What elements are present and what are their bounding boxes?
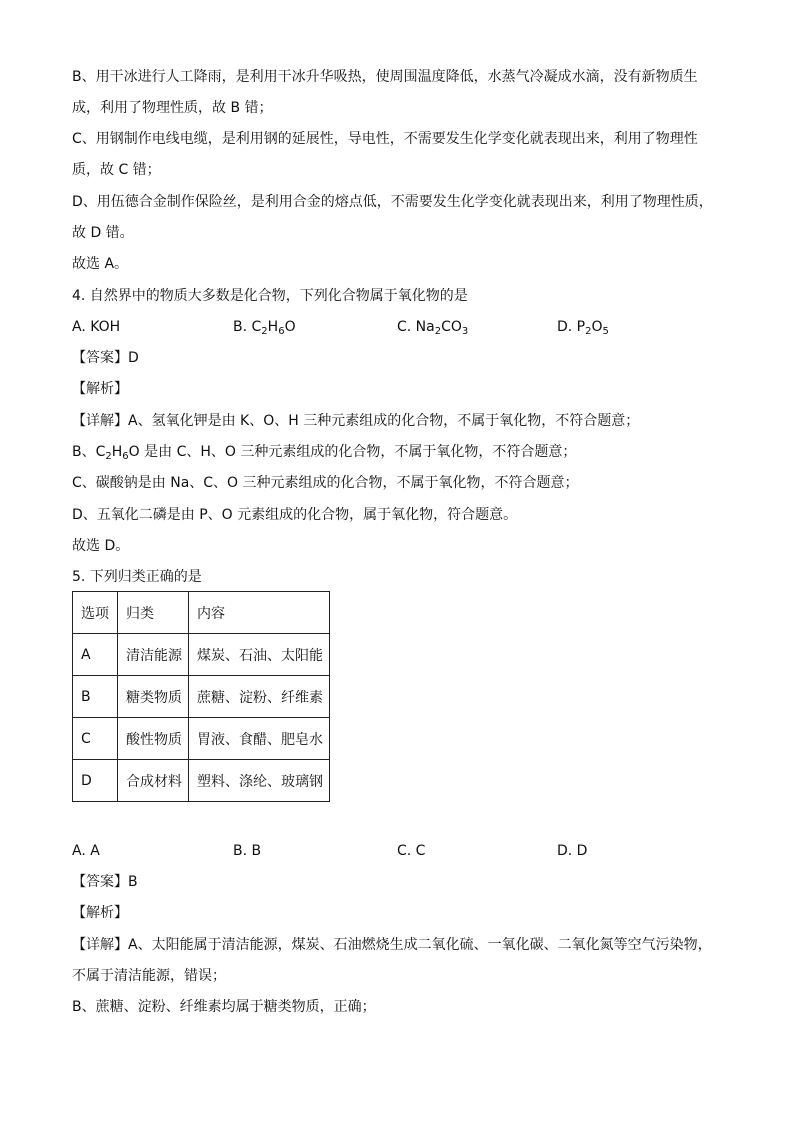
q5-option-b: B. B xyxy=(233,843,262,859)
table-cell: C xyxy=(73,718,118,760)
answer-value: D xyxy=(128,350,139,366)
q5-option-d: D. D xyxy=(557,843,588,859)
paragraph-line: 成，利用了物理性质，故 B 错； xyxy=(72,100,273,116)
paragraph-line: 质，故 C 错； xyxy=(72,162,161,178)
q4-detail-line: D、五氧化二磷是由 P、O 元素组成的化合物，属于氧化物，符合题意。 xyxy=(72,507,518,523)
q5-detail-line: 不属于清洁能源，错误； xyxy=(72,968,226,984)
q4-option-d: D. $P_2O_5$ xyxy=(557,319,609,337)
q4-option-b: B. $C_2H_6O$ xyxy=(233,319,296,337)
table-cell: 清洁能源 xyxy=(118,634,189,676)
paragraph-line: C、用钢制作电线电缆，是利用钢的延展性，导电性，不需要发生化学变化就表现出来，利用了物理性 xyxy=(72,131,698,147)
table-header-cell: 选项 xyxy=(73,592,118,634)
paragraph-line: 故 D 错。 xyxy=(72,225,134,241)
q4-answer xyxy=(72,349,139,367)
table-header-cell: 内容 xyxy=(189,592,330,634)
table-cell: 酸性物质 xyxy=(118,718,189,760)
classification-table xyxy=(72,591,330,802)
table-row xyxy=(73,634,330,676)
q4-detail-line: C、碳酸钠是由 Na、C、O 三种元素组成的化合物，不属于氧化物，不符合题意； xyxy=(72,475,579,491)
paragraph-line: 故选 A。 xyxy=(72,256,129,272)
table-cell: 煤炭、石油、太阳能 xyxy=(189,634,330,676)
q5-option-c: C. C xyxy=(397,843,426,859)
table-cell: 合成材料 xyxy=(118,760,189,802)
table-cell: 糖类物质 xyxy=(118,676,189,718)
table-cell: B xyxy=(73,676,118,718)
answer-tag: 【答案】 xyxy=(72,874,128,890)
q4-detail-line: B、$C_2H_6O$ 是由 C、H、O 三种元素组成的化合物，不属于氧化物，不符合题意； xyxy=(72,444,577,462)
table-cell: 塑料、涤纶、玻璃钢 xyxy=(189,760,330,802)
paragraph-line: B、用干冰进行人工降雨，是利用干冰升华吸热，使周围温度降低，水蒸气冷凝成水滴，没有新物质生 xyxy=(72,69,698,85)
paragraph-line: D、用伍德合金制作保险丝，是利用合金的熔点低，不需要发生化学变化就表现出来，利用了物理性质， xyxy=(72,194,713,210)
q4-conclusion: 故选 D。 xyxy=(72,538,130,554)
question-4-stem: 4. 自然界中的物质大多数是化合物，下列化合物属于氧化物的是 xyxy=(72,288,468,304)
table-cell: 胃液、食醋、肥皂水 xyxy=(189,718,330,760)
q4-detail-line: 【详解】A、氢氧化钾是由 K、O、H 三种元素组成的化合物，不属于氧化物，不符合题意； xyxy=(72,413,640,429)
table-header-row xyxy=(73,592,330,634)
q5-answer xyxy=(72,873,138,891)
table-cell: 蔗糖、淀粉、纤维素 xyxy=(189,676,330,718)
answer-tag: 【答案】 xyxy=(72,350,128,366)
q5-analysis-tag: 【解析】 xyxy=(72,905,128,921)
table-cell: D xyxy=(73,760,118,802)
answer-value: B xyxy=(128,874,138,890)
q4-option-a: A. KOH xyxy=(72,319,121,335)
table-cell: A xyxy=(73,634,118,676)
table-header-cell: 归类 xyxy=(118,592,189,634)
q5-option-a: A. A xyxy=(72,843,100,859)
table-row xyxy=(73,718,330,760)
table-row xyxy=(73,760,330,802)
detail-tag: 【详解】 xyxy=(72,937,128,953)
q4-option-c: C. $Na_2CO_3$ xyxy=(397,319,469,337)
q4-analysis-tag: 【解析】 xyxy=(72,381,128,397)
question-5-stem: 5. 下列归类正确的是 xyxy=(72,569,202,585)
q5-detail-line: 【详解】A、太阳能属于清洁能源，煤炭、石油燃烧生成二氧化硫、一氧化碳、二氧化氮等空气污染物， xyxy=(72,937,712,953)
table-row xyxy=(73,676,330,718)
q5-detail-line: B、蔗糖、淀粉、纤维素均属于糖类物质，正确； xyxy=(72,999,376,1015)
detail-tag: 【详解】 xyxy=(72,413,128,429)
